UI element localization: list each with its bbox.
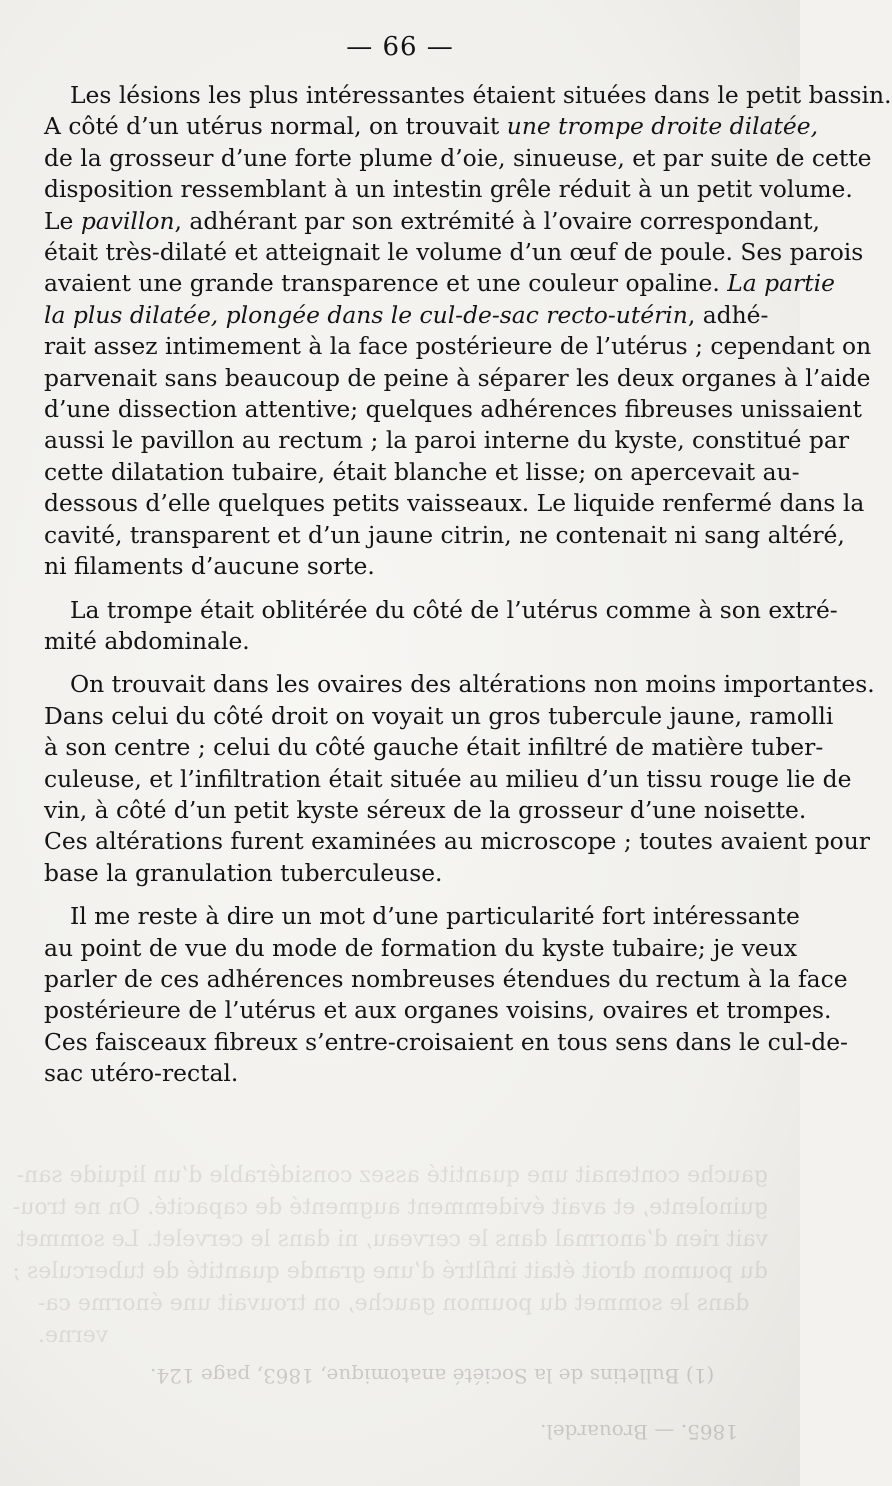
bleed-through-text <box>12 1160 768 1352</box>
text-run: au point de vue du mode de formation du kyste tubaire; je veux <box>44 933 798 962</box>
italic-run: une trompe droite dilatée, <box>506 112 819 141</box>
text-line <box>44 795 807 826</box>
text-run: parvenait sans beaucoup de peine à séparer les deux organes à l’aide <box>44 363 871 392</box>
text-line <box>44 425 850 456</box>
text-run: dessous d’elle quelques petits vaisseaux. Le liquide renfermé dans la <box>44 489 865 518</box>
text-run: mité abdominale. <box>44 626 250 655</box>
text-line <box>44 669 875 700</box>
text-run: ni filaments d’aucune sorte. <box>44 552 375 581</box>
text-line <box>44 237 864 268</box>
page-number: — 66 — <box>346 32 454 62</box>
text-line <box>44 995 832 1026</box>
paragraph <box>44 669 875 889</box>
text-line <box>44 331 872 362</box>
text-line <box>44 858 760 889</box>
text-run: cavité, transparent et d’un jaune citrin, ne contenait ni sang altéré, <box>44 520 845 549</box>
text-line <box>44 933 798 964</box>
text-run: Le <box>44 206 81 235</box>
text-run: Les lésions les plus intéressantes étaient situées dans le petit bassin. <box>70 81 892 109</box>
text-line <box>44 111 819 142</box>
paragraph <box>44 80 892 583</box>
text-line <box>44 826 870 857</box>
text-line <box>44 80 892 111</box>
text-line <box>44 1058 760 1089</box>
text-run: disposition ressemblant à un intestin grêle réduit à un petit volume. <box>44 175 853 204</box>
text-run: vin, à côté d’un petit kyste séreux de la grosseur d’une noisette. <box>44 795 807 824</box>
text-run: Ces altérations furent examinées au microscope ; toutes avaient pour <box>44 827 870 856</box>
bleed-through-line: gauche contenait une quantité assez considérable d’un liquide san- <box>16 1163 768 1188</box>
bleed-through-line: dans le sommet du poumon gauche, on trouvait une énorme ca- <box>38 1291 750 1316</box>
text-line <box>44 174 853 205</box>
text-line <box>44 964 848 995</box>
text-line <box>44 595 838 626</box>
text-run: Dans celui du côté droit on voyait un gros tubercule jaune, ramolli <box>44 701 834 730</box>
text-run: , adhérant par son extrémité à l’ovaire correspondant, <box>174 206 820 235</box>
text-line <box>44 143 872 174</box>
text-line <box>44 268 835 299</box>
text-run: rait assez intimement à la face postérieure de l’utérus ; cependant on <box>44 332 872 361</box>
text-run: sac utéro-rectal. <box>44 1059 239 1088</box>
italic-run: La partie <box>727 269 835 298</box>
text-line <box>44 901 800 932</box>
text-line <box>44 701 834 732</box>
text-line <box>44 551 760 582</box>
text-run: cette dilatation tubaire, était blanche et lisse; on apercevait au- <box>44 457 800 486</box>
text-run: , adhé- <box>687 300 769 329</box>
text-line <box>44 764 852 795</box>
text-run: Ces faisceaux fibreux s’entre-croisaient en tous sens dans le cul-de- <box>44 1027 848 1056</box>
text-run: base la granulation tuberculeuse. <box>44 858 443 887</box>
bleed-through-line: du poumon droit était infiltré d’une grande quantité de tubercules ; <box>12 1259 768 1284</box>
text-run: On trouvait dans les ovaires des altérations non moins importantes. <box>70 670 875 699</box>
bleed-through-line: guinolente, et avait évidemment augmenté de capacité. On ne trou- <box>12 1195 768 1220</box>
paragraph <box>44 595 838 658</box>
text-line <box>44 300 769 331</box>
body-text <box>44 80 892 1102</box>
text-run: était très-dilaté et atteignait le volume d’un œuf de poule. Ses parois <box>44 238 864 267</box>
text-run: à son centre ; celui du côté gauche était infiltré de matière tuber- <box>44 733 824 762</box>
text-run: parler de ces adhérences nombreuses étendues du rectum à la face <box>44 964 848 993</box>
text-run: de la grosseur d’une forte plume d’oie, sinueuse, et par suite de cette <box>44 143 872 172</box>
italic-run: la plus dilatée, plongée dans le cul-de-sac recto-utérin <box>44 300 688 329</box>
bleed-through-footer: 1865. — Brouardel. <box>540 1420 739 1444</box>
text-run: A côté d’un utérus normal, on trouvait <box>44 112 507 141</box>
paragraph <box>44 901 848 1089</box>
text-run: d’une dissection attentive; quelques adhérences fibreuses unissaient <box>44 395 862 424</box>
bleed-through-line: vait rien d’anormal dans le cerveau, ni dans le cervelet. Le sommet <box>16 1227 768 1252</box>
text-run: culeuse, et l’infiltration était située au milieu d’un tissu rouge lie de <box>44 764 852 793</box>
text-line <box>44 732 824 763</box>
text-line <box>44 457 800 488</box>
bleed-through-footnote: (1) Bulletins de la Société anatomique, 1863, page 124. <box>150 1364 715 1388</box>
text-line <box>44 206 820 237</box>
text-run: avaient une grande transparence et une couleur opaline. <box>44 269 728 298</box>
text-line <box>44 394 862 425</box>
text-line <box>44 488 865 519</box>
italic-run: pavillon <box>80 206 175 235</box>
text-run: Il me reste à dire un mot d’une particularité fort intéressante <box>70 902 800 931</box>
text-run: postérieure de l’utérus et aux organes voisins, ovaires et trompes. <box>44 996 832 1025</box>
text-run: aussi le pavillon au rectum ; la paroi interne du kyste, constitué par <box>44 426 850 455</box>
bleed-through-line: verne. <box>38 1323 109 1348</box>
text-line <box>44 520 845 551</box>
text-line <box>44 1027 848 1058</box>
text-line <box>44 626 760 657</box>
text-line <box>44 363 871 394</box>
text-run: La trompe était oblitérée du côté de l’utérus comme à son extré- <box>70 595 838 624</box>
